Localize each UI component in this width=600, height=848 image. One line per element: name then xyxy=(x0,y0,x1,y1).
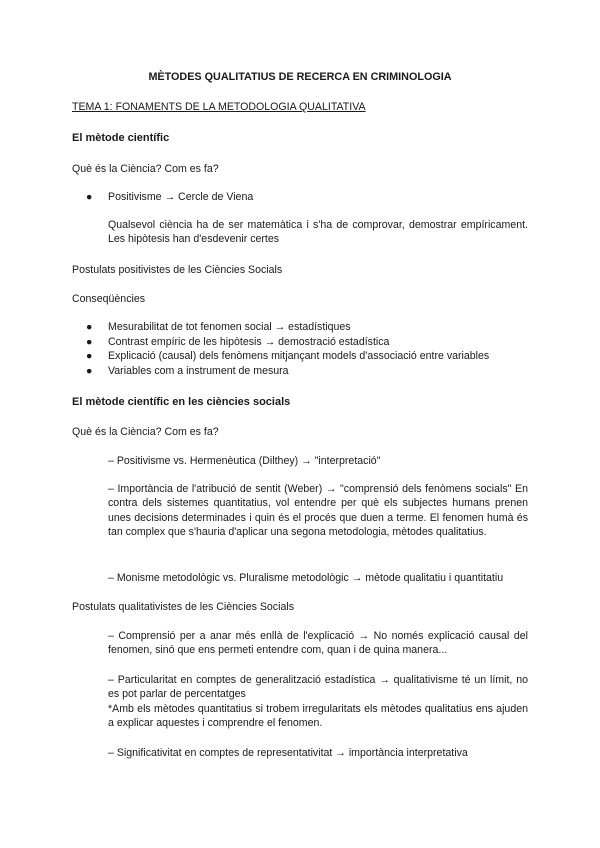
particularity-note: *Amb els mètodes quantitatius si trobem irregularitats els mètodes qualitatius ens ajuden a explicar aquestes i comprendre el fenomen. xyxy=(108,703,528,730)
postulats-positivistes: Postulats positivistes de les Ciències Socials xyxy=(72,264,283,276)
bullet-icon: ● xyxy=(86,364,93,377)
monism-vs-pluralism: – Monisme metodològic vs. Pluralisme metodològic → mètode qualitatiu i quantitatiu xyxy=(108,572,504,584)
tema-heading: TEMA 1: FONAMENTS DE LA METODOLOGIA QUALITATIVA xyxy=(72,101,366,113)
section-heading-social-sciences: El mètode científic en les ciències socials xyxy=(72,396,291,408)
significance-paragraph: – Significativitat en comptes de representativitat → importància interpretativa xyxy=(108,747,468,759)
bullet-icon: ● xyxy=(86,321,93,333)
list-item-text: Explicació (causal) dels fenòmens mitjançant models d'associació entre variables xyxy=(108,350,490,362)
list-item xyxy=(86,320,556,335)
bullet-icon: ● xyxy=(86,191,93,203)
positivism-paragraph: Qualsevol ciència ha de ser matemàtica i s'ha de comprovar, demostrar empíricament. Les hipòtesis han d'esdevenir certes xyxy=(108,219,528,246)
consequencies-label: Conseqüències xyxy=(72,293,146,305)
list-item xyxy=(86,364,556,379)
bullet-icon: ● xyxy=(86,335,93,348)
consequences-list xyxy=(86,320,556,378)
list-item-text: Positivisme → Cercle de Viena xyxy=(108,191,254,203)
weber-paragraph: – Importància de l'atribució de sentit (Weber) → "comprensió dels fenòmens socials" En contra dels sistemes quantitatius, vol entendre per què els subjectes humans prenen unes decisions determinades i quin és el procés que duen a terme. El fenomen humà és tan complex que s'hauria d'aplicar una segona metodologia, mètodes qualitatius. xyxy=(108,483,528,538)
list-item-text: Contrast empíric de les hipòtesis → demostració estadística xyxy=(108,335,390,348)
question-text: Què és la Ciència? Com es fa? xyxy=(72,163,219,175)
positivism-list xyxy=(86,190,526,205)
positivism-vs-hermeneutics: – Positivisme vs. Hermenèutica (Dilthey) → "interpretació" xyxy=(108,455,381,467)
list-item xyxy=(86,335,556,350)
comprehension-paragraph: – Comprensió per a anar més enllà de l'explicació → No només explicació causal del fenomen, sinó que ens permeti entendre com, quan i de quina manera... xyxy=(108,630,528,657)
document-title: MÈTODES QUALITATIUS DE RECERCA EN CRIMINOLOGIA xyxy=(148,71,452,83)
bullet-icon: ● xyxy=(86,350,93,362)
question-text: Què és la Ciència? Com es fa? xyxy=(72,426,219,438)
section-heading-scientific-method: El mètode científic xyxy=(72,132,170,144)
list-item xyxy=(86,190,526,205)
postulats-qualitativistes: Postulats qualitativistes de les Ciències Socials xyxy=(72,601,294,613)
particularity-paragraph: – Particularitat en comptes de generalització estadística → qualitativisme té un límit, no es pot parlar de percentatges xyxy=(108,674,528,701)
list-item-text: Mesurabilitat de tot fenomen social → estadístiques xyxy=(108,321,351,333)
list-item xyxy=(86,349,556,364)
list-item-text: Variables com a instrument de mesura xyxy=(108,364,289,377)
